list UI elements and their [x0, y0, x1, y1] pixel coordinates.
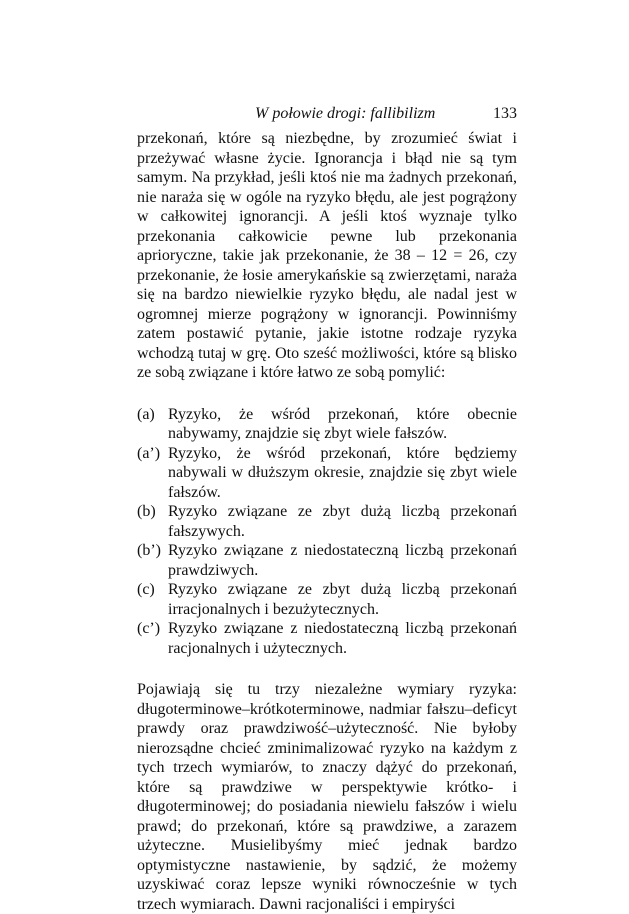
list-item-label: (b) — [137, 503, 156, 520]
list-item-label: (b’) — [137, 542, 161, 559]
list-item — [137, 541, 517, 580]
list-item-label: (c’) — [137, 620, 161, 637]
list-item-text: Ryzyko związane ze zbyt dużą liczbą przekonań fałszywych. — [168, 503, 517, 540]
list-item-text: Ryzyko, że wśród przekonań, które będziemy nabywali w dłuższym okresie, znajdzie się zbyt wiele fałszów. — [168, 444, 517, 501]
list-item — [137, 405, 517, 444]
page-number: 133 — [493, 105, 517, 122]
list-item-label: (c) — [137, 581, 155, 598]
list-item-text: Ryzyko związane z niedostateczną liczbą przekonań racjonalnych i użytecznych. — [168, 620, 517, 657]
list-item-label: (a’) — [137, 444, 161, 462]
list-item-text: Ryzyko związane ze zbyt dużą liczbą przekonań irracjonalnych i bezużytecznych. — [168, 581, 517, 618]
paragraph-intro: przekonań, które są niezbędne, by zrozumieć świat i przeżywać własne życie. Ignorancja i błąd nie są tym samym. Na przykład, jeśli ktoś nie ma żadnych przekonań, nie naraża się w ogóle na ryzyko błędu, ale jest pogrążony w całkowitej ignorancji. A jeśli ktoś wyznaje tylko przekonania całkowicie pewne lub przekonania aprioryczne, takie jak przekonanie, że 38 – 12 = 26, czy przekonanie, że łosie amerykańskie są zwierzętami, naraża się na bardzo niewielkie ryzyko błędu, ale nadal jest w ogromnej mierze pogrążony w ignorancji. Powinniśmy zatem postawić pytanie, jakie istotne rodzaje ryzyka wchodzą tutaj w grę. Oto sześć możliwości, które są blisko ze sobą związane i które łatwo ze sobą pomylić: — [137, 130, 517, 381]
list-item — [137, 502, 517, 541]
list-item — [137, 580, 517, 619]
risk-list — [137, 405, 517, 659]
paragraph-dimensions: Pojawiają się tu trzy niezależne wymiary ryzyka: długoterminowe–krótkoterminowe, nadmiar fałszu–deficyt prawdy oraz prawdziwość–użyteczność. Nie byłoby nierozsądne chcieć zminimalizować ryzyko na każdym z tych trzech wymiarów, to znaczy dążyć do przekonań, które są prawdziwe w perspektywie krótko- i długoterminowej; do posiadania niewielu fałszów i wielu prawd; do przekonań, które są prawdziwe, a zarazem użyteczne. Musielibyśmy mieć jednak bardzo optymistyczne nastawienie, by sądzić, że możemy uzyskiwać coraz lepsze wyniki równocześnie w tych trzech wymiarach. Dawni racjonaliści i empiryści — [137, 681, 517, 913]
page-body — [137, 129, 517, 914]
page-header — [137, 103, 517, 125]
list-item-label: (a) — [137, 405, 155, 423]
list-item — [137, 444, 517, 503]
running-title: W połowie drogi: fallibilizm — [255, 105, 436, 122]
list-item — [137, 619, 517, 658]
list-item-text: Ryzyko, że wśród przekonań, które obecnie nabywamy, znajdzie się zbyt wiele fałszów. — [168, 405, 517, 442]
list-item-text: Ryzyko związane z niedostateczną liczbą przekonań prawdziwych. — [168, 542, 517, 579]
